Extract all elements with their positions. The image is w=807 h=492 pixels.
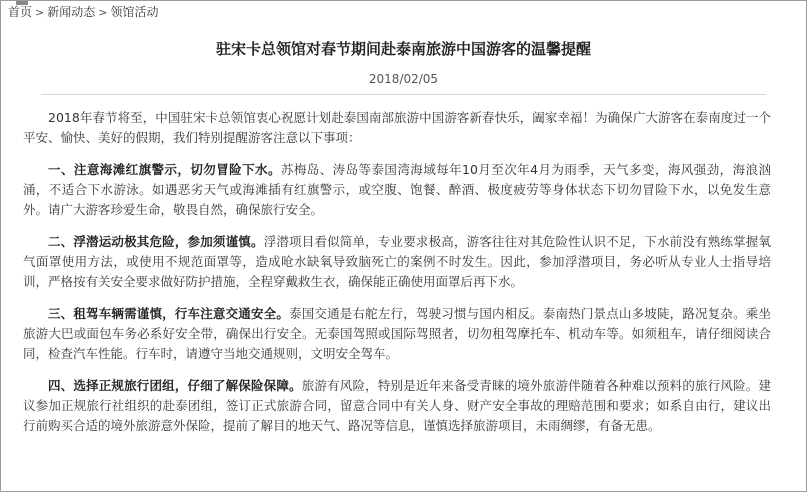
section-paragraph [23, 304, 771, 364]
section-heading: 三、租驾车辆需谨慎，行车注意交通安全。 [48, 306, 290, 321]
section-paragraph [23, 376, 771, 436]
breadcrumb-home-link[interactable]: 首页 [8, 5, 33, 19]
section-paragraph [23, 160, 771, 220]
article-title: 驻宋卡总领馆对春节期间赴泰南旅游中国游客的温馨提醒 [215, 40, 591, 58]
intro-paragraph: 2018年春节将至，中国驻宋卡总领馆衷心祝愿计划赴泰国南部旅游中国游客新春快乐，阖家幸福！为确保广大游客在泰南度过一个平安、愉快、美好的假期，我们特别提醒游客注意以下事项： [23, 110, 771, 145]
breadcrumb-separator: > [98, 6, 108, 19]
title-divider [41, 94, 766, 95]
breadcrumb-consulate-activities-link[interactable]: 领馆活动 [110, 5, 159, 19]
breadcrumb [8, 4, 158, 21]
section-heading: 一、注意海滩红旗警示，切勿冒险下水。 [48, 162, 281, 177]
breadcrumb-separator: > [35, 6, 45, 19]
section-heading: 二、浮潜运动极其危险，参加须谨慎。 [48, 234, 264, 249]
section-body: 泰国交通是右舵左行，驾驶习惯与国内相反。泰南热门景点山多坡陡，路况复杂。乘坐旅游大巴或面包车务必系好安全带，确保出行安全。无泰国驾照或国际驾照者，切勿租驾摩托车、机动车等。如须租车，请仔细阅读合同，检查汽车性能。行车时，请遵守当地交通规则，文明安全驾车。 [23, 306, 771, 361]
section-body: 浮潜项目看似简单，专业要求极高，游客往往对其危险性认识不足，下水前没有熟练掌握氧气面罩使用方法，或使用不规范面罩等，造成呛水缺氧导致脑死亡的案例不时发生。因此，参加浮潜项目，务必听从专业人士指导培训，严格按有关安全要求做好防护措施，全程穿戴救生衣，确保能正确使用面罩后再下水。 [23, 234, 771, 289]
article-body [23, 108, 771, 448]
section-body: 苏梅岛、涛岛等泰国湾海域每年10月至次年4月为雨季，天气多变，海风强劲，海浪汹涌，不适合下水游泳。如遇恶劣天气或海滩插有红旗警示，或空腹、饱餐、醉酒、极度疲劳等身体状态下切勿冒险下水，以免发生意外。请广大游客珍爱生命，敬畏自然，确保旅行安全。 [23, 162, 771, 217]
section-body: 旅游有风险，特别是近年来备受青睐的境外旅游伴随着各种难以预料的旅行风险。建议参加正规旅行社组织的赴泰团组，签订正式旅游合同，留意合同中有关人身、财产安全事故的理赔范围和要求；如系自由行，建议出行前购买合适的境外旅游意外保险，提前了解目的地天气、路况等信息，谨慎选择旅游项目，未雨绸缪，有备无患。 [23, 378, 771, 433]
section-heading: 四、选择正规旅行团组，仔细了解保险保障。 [48, 378, 302, 393]
section-paragraph [23, 232, 771, 292]
article-date: 2018/02/05 [368, 72, 439, 86]
breadcrumb-news-link[interactable]: 新闻动态 [47, 5, 96, 19]
